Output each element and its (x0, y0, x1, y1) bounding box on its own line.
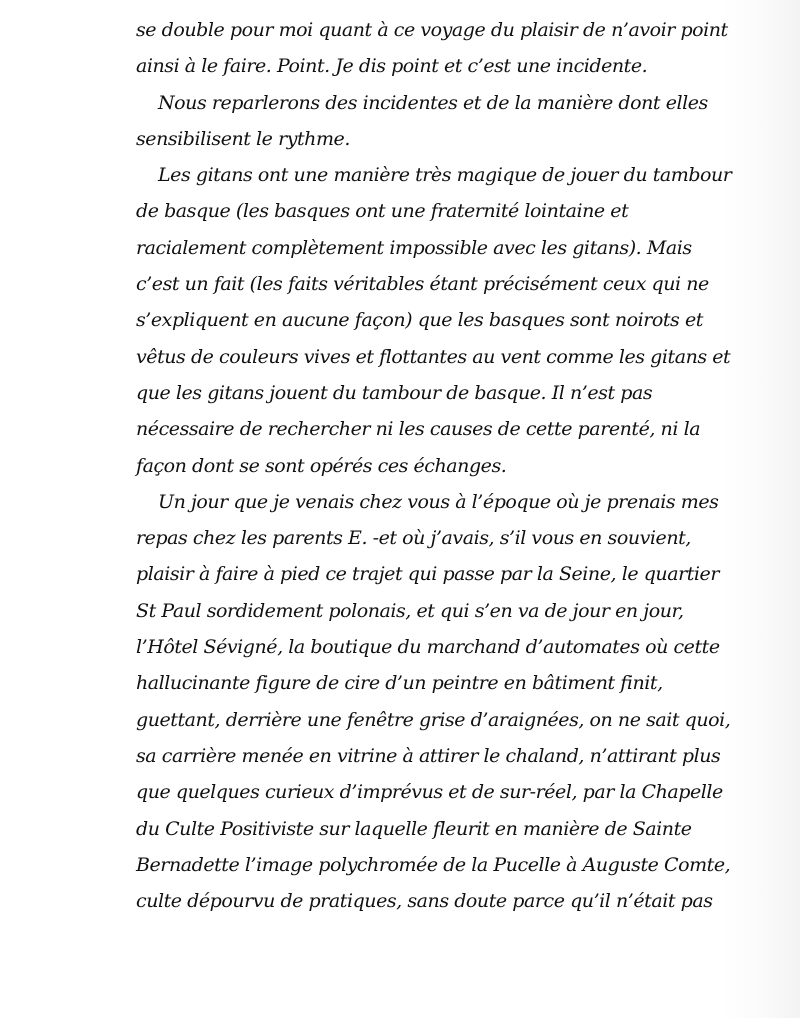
text-line: sensibilisent le rythme. (136, 127, 350, 150)
text-line: façon dont se sont opérés ces échanges. (136, 454, 507, 477)
text-line: de basque (les basques ont une fraternité lointaine et (136, 200, 629, 223)
paragraph-start-line: Nous reparlerons des incidentes et de la manière dont elles (158, 91, 708, 114)
text-line: l’Hôtel Sévigné, la boutique du marchand d’automates où cette (136, 636, 720, 659)
text-line: racialement complètement impossible avec les gitans). Mais (136, 236, 692, 259)
text-line: St Paul sordidement polonais, et qui s’en va de jour en jour, (136, 599, 684, 622)
text-line: c’est un fait (les faits véritables étant précisément ceux qui ne (136, 273, 709, 296)
text-line: que quelques curieux d’imprévus et de sur-réel, par la Chapelle (136, 781, 723, 804)
text-line: se double pour moi quant à ce voyage du plaisir de n’avoir point (136, 19, 728, 41)
text-line: que les gitans jouent du tambour de basque. Il n’est pas (136, 381, 653, 404)
text-line: du Culte Positiviste sur laquelle fleurit en manière de Sainte (136, 817, 692, 840)
body-text (136, 12, 756, 919)
text-line: repas chez les parents E. -et où j’avais, s’il vous en souvient, (136, 527, 691, 550)
text-line: hallucinante figure de cire d’un peintre en bâtiment finit, (136, 672, 663, 695)
text-line: guettant, derrière une fenêtre grise d’araignées, on ne sait quoi, (136, 708, 731, 731)
text-line: sa carrière menée en vitrine à attirer le chaland, n’attirant plus (136, 744, 721, 767)
text-line: Bernadette l’image polychromée de la Pucelle à Auguste Comte, (136, 853, 731, 876)
text-line: plaisir à faire à pied ce trajet qui passe par la Seine, le quartier (136, 563, 719, 586)
text-line: vêtus de couleurs vives et flottantes au vent comme les gitans et (136, 345, 731, 368)
paragraph-start-line: Les gitans ont une manière très magique de jouer du tambour (158, 164, 732, 187)
text-line: nécessaire de rechercher ni les causes de cette parenté, ni la (136, 418, 701, 441)
text-line: culte dépourvu de pratiques, sans doute parce qu’il n’était pas (136, 890, 713, 913)
text-line: ainsi à le faire. Point. Je dis point et c’est une incidente. (136, 55, 648, 78)
text-line: s’expliquent en aucune façon) que les basques sont noirots et (136, 309, 703, 332)
paragraph-start-line: Un jour que je venais chez vous à l’époque où je prenais mes (158, 490, 719, 513)
